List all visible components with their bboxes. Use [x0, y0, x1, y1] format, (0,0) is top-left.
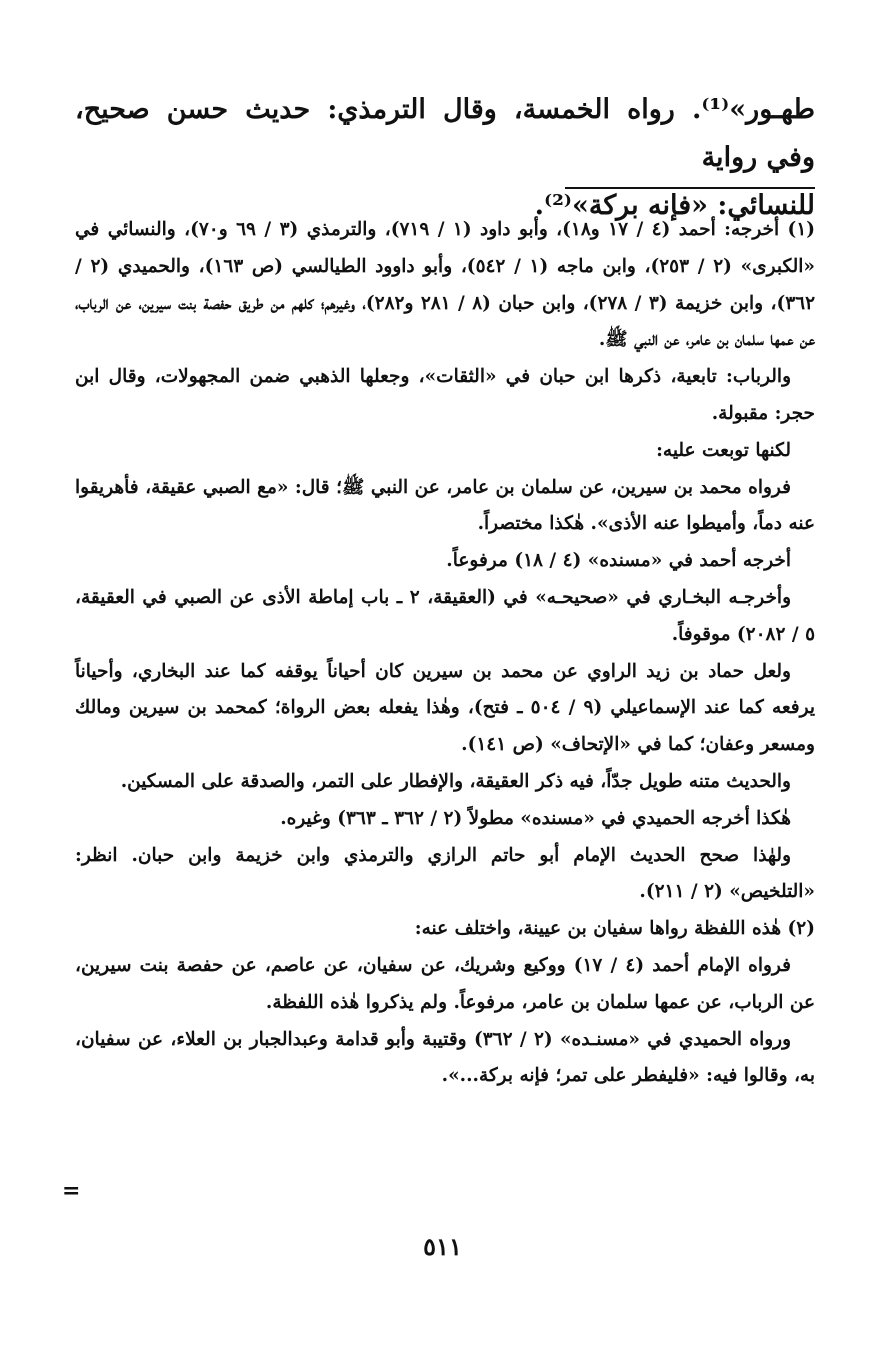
footnote-paragraph: ورواه الحميدي في «مسنـده» (٢ / ٣٦٢) وقتيبة وأبو قدامة وعبدالجبار بن العلاء، عن سفيان، به، وقالوا فيه: «فليفطر على تمر؛ فإنه بركة...».: [75, 1028, 815, 1087]
footnote-paragraph: والرباب: تابعية، ذكرها ابن حبان في «الثقات»، وجعلها الذهبي ضمن المجهولات، وقال ابن حجر: مقبولة.: [75, 366, 815, 424]
footnote-paragraph: ولهٰذا صحح الحديث الإمام أبو حاتم الرازي والترمذي وابن خزيمة وابن حبان. انظر: «التلخيص» (٢ / ٢١١).: [75, 844, 815, 903]
page-number: ٥١١: [423, 1232, 462, 1261]
footnote-paragraph: لكنها توبعت عليه:: [656, 439, 791, 461]
footnote-paragraph: أخرجه أحمد في «مسنده» (٤ / ١٨) مرفوعاً.: [446, 550, 791, 572]
footnote-paragraph: (١) أخرجه: أحمد (٤ / ١٧ و١٨)، وأبو داود (١ / ٧١٩)، والترمذي (٣ / ٦٩ و٧٠)، والنسائي في «الكبرى» (٢ / ٢٥٣)، وابن ماجه (١ / ٥٤٢)، وأبو داوود الطيالسي (ص ١٦٣)، والحميدي (٢ / ٣٦٢)، وابن خزيمة (٣ / ٢٧٨)، وابن حبان (٨ / ٢٨١ و٢٨٢)، وغيرهم؛ كلهم من طريق حفصة بنت سيرين، عن الرباب، عن عمها سلمان بن عامر، عن النبي ﷺ.: [75, 219, 816, 351]
continuation-mark: =: [62, 1178, 81, 1204]
footnotes: [75, 212, 815, 1095]
footnote-paragraph: فرواه الإمام أحمد (٤ / ١٧) ووكيع وشريك، عن سفيان، عن عاصم، عن حفصة بنت سيرين، عن الرباب، عن عمها سلمان بن عامر، مرفوعاً. ولم يذكروا هٰذه اللفظة.: [75, 954, 815, 1013]
main-text: [75, 86, 815, 230]
main-text-line-2: للنسائي: «فإنه بركة»⁽²⁾.: [534, 190, 815, 221]
footnote-paragraph: فرواه محمد بن سيرين، عن سلمان بن عامر، عن النبي ﷺ؛ قال: «مع الصبي عقيقة، فأهريقوا عنه دماً، وأميطوا عنه الأذى». هٰكذا مختصراً.: [75, 476, 815, 535]
footnote-paragraph: ولعل حماد بن زيد الراوي عن محمد بن سيرين كان أحياناً يوقفه كما عند البخاري، وأحياناً يرفعه كما عند الإسماعيلي (٩ / ٥٠٤ ـ فتح)، وهٰذا يفعله بعض الرواة؛ كمحمد بن سيرين ومالك ومسعر وعفان؛ كما في «الإتحاف» (ص ١٤١).: [75, 660, 815, 756]
footnote-separator: [565, 187, 815, 189]
footnote-paragraph: هٰكذا أخرجه الحميدي في «مسنده» مطولاً (٢ / ٣٦٢ ـ ٣٦٣) وغيره.: [280, 807, 791, 829]
footnote-paragraph: (٢) هٰذه اللفظة رواها سفيان بن عيينة، واختلف عنه:: [414, 918, 815, 940]
main-text-line-1: طهـور»⁽¹⁾. رواه الخمسة، وقال الترمذي: حديث حسن صحيح، وفي رواية: [75, 94, 815, 173]
footnote-paragraph: وأخرجـه البخـاري في «صحيحـه» في (العقيقة، ٢ ـ باب إماطة الأذى عن الصبي في العقيقة، ٥ / ٢٠٨٢) موقوفاً.: [75, 586, 815, 645]
footnote-paragraph: والحديث متنه طويل جدّاً، فيه ذكر العقيقة، والإفطار على التمر، والصدقة على المسكين.: [120, 770, 791, 792]
